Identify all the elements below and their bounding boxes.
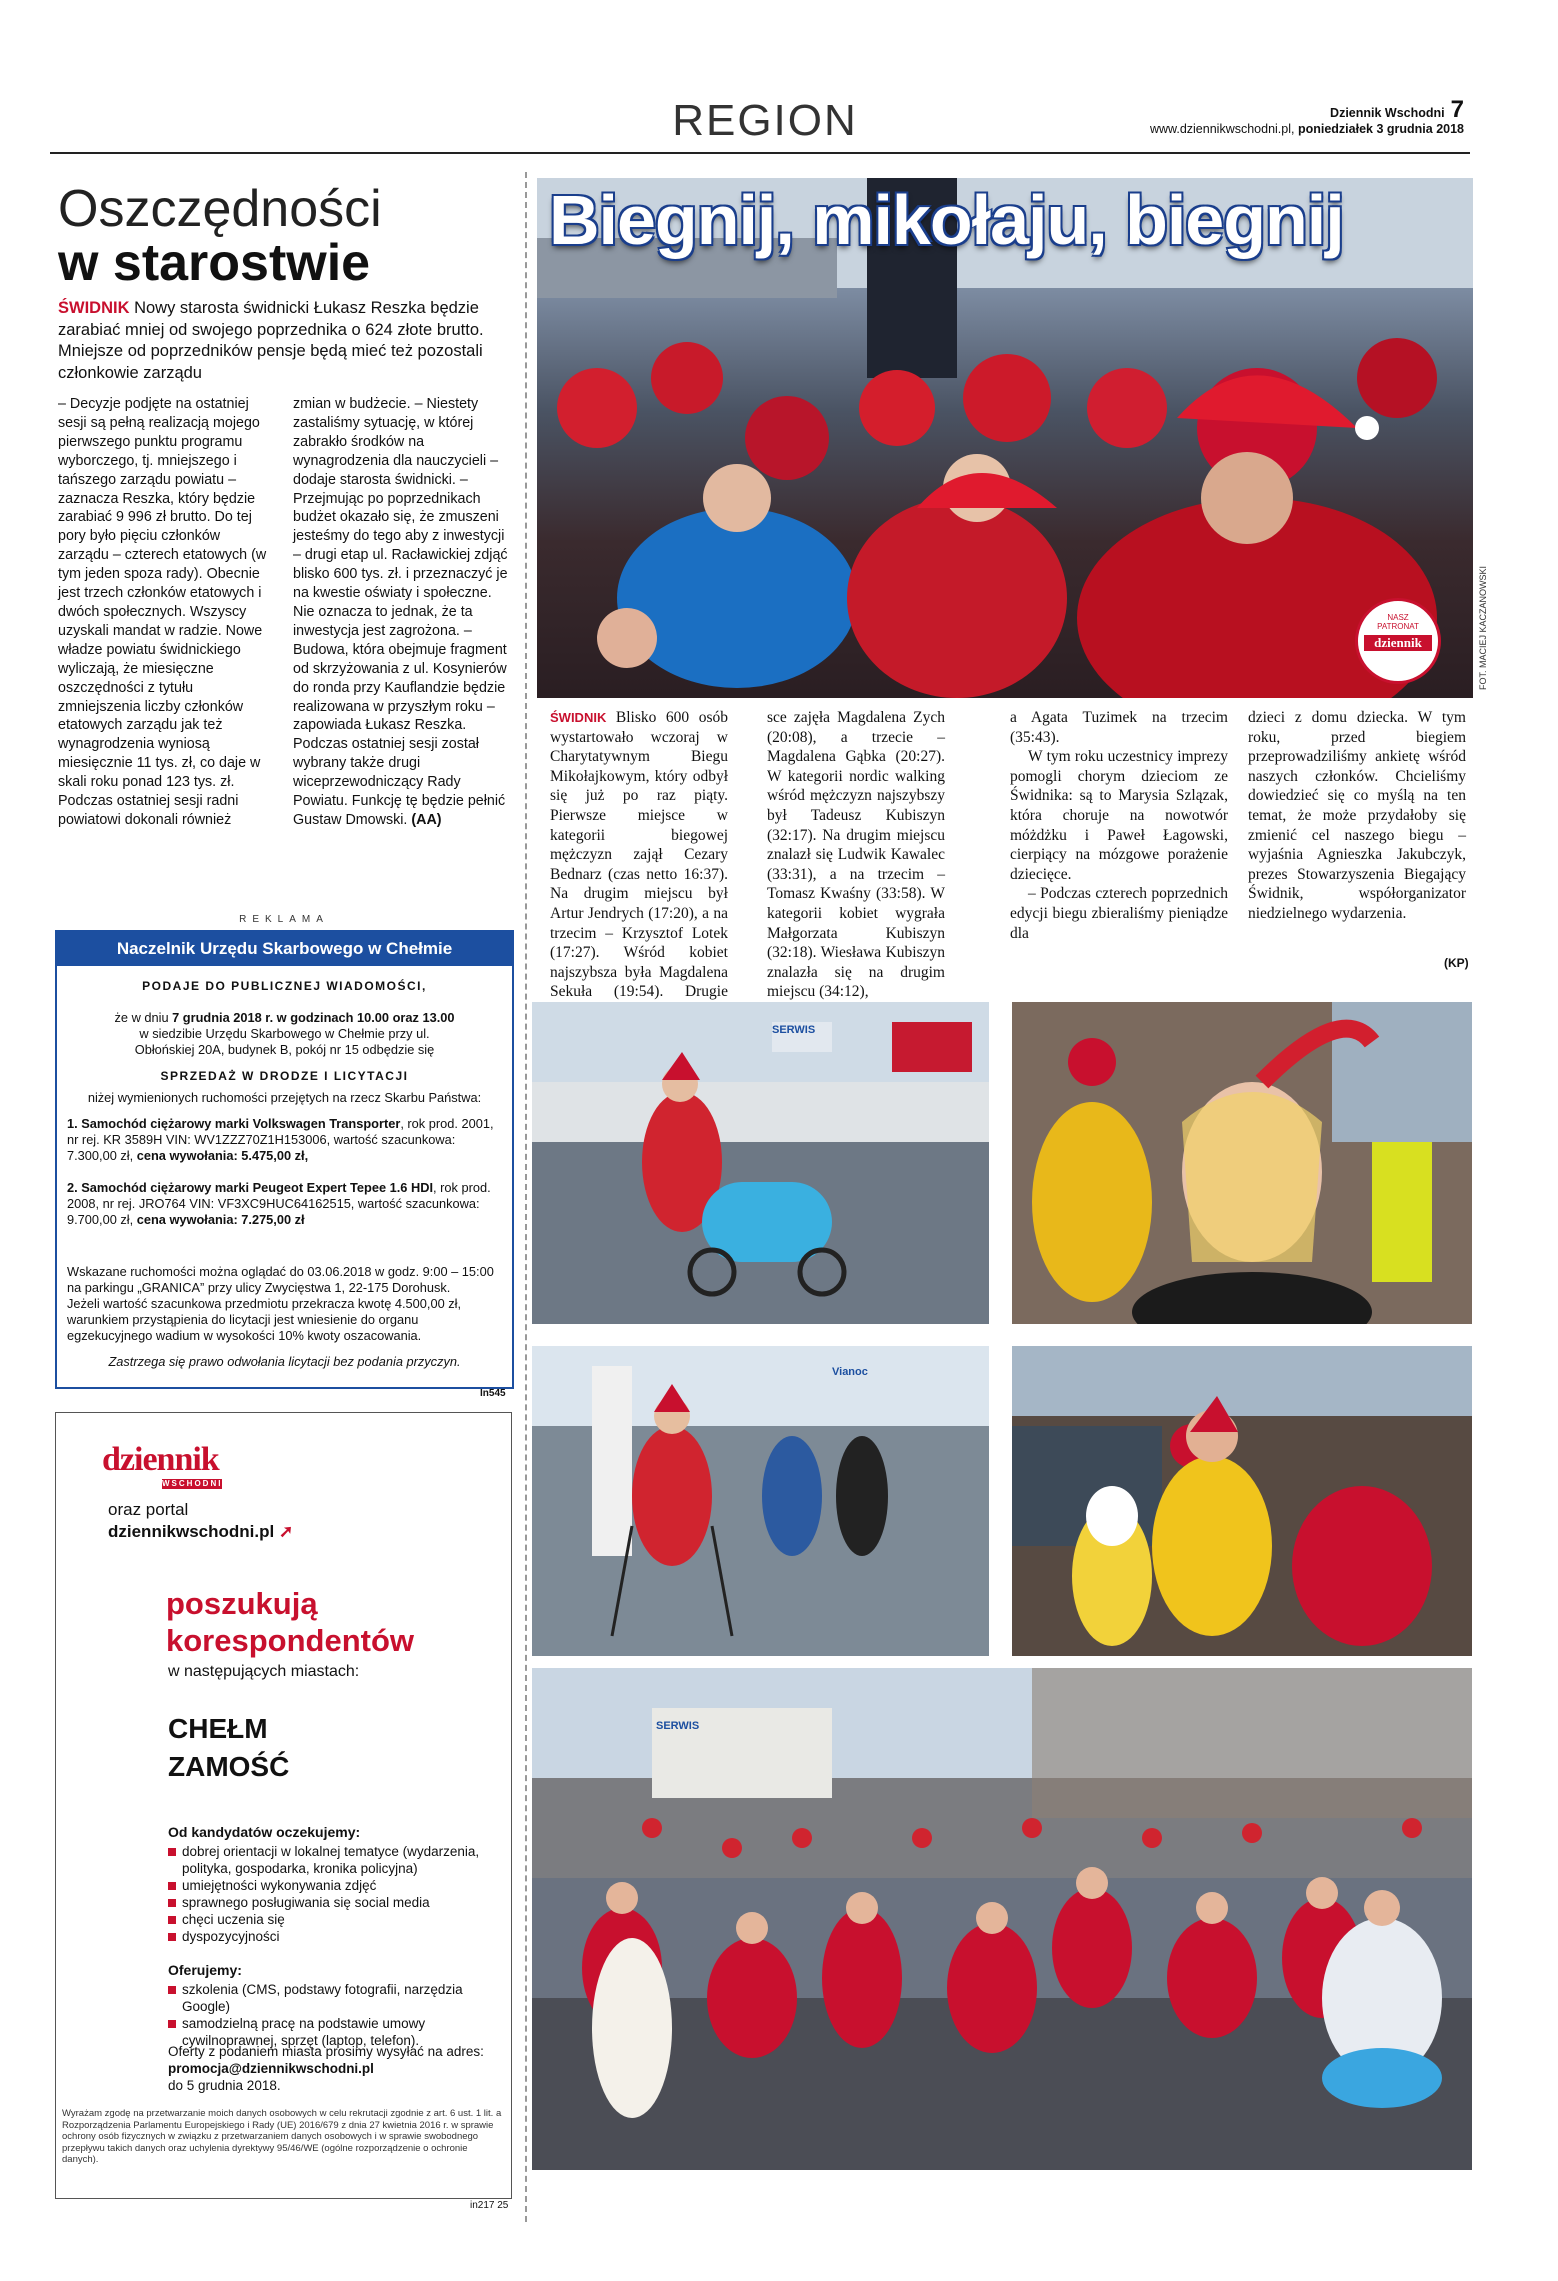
email-link[interactable]: promocja@dziennikwschodni.pl <box>168 2061 374 2076</box>
race-author-sign: (KP) <box>1444 956 1469 970</box>
dziennik-logo: dziennik WSCHODNI <box>102 1441 223 1488</box>
tax-office-ad <box>55 930 514 1389</box>
photo-sign: Vianoc <box>832 1366 868 1378</box>
expect-heading: Od kandydatów oczekujemy: <box>168 1824 361 1840</box>
consent-text: Wyrażam zgodę na przetwarzanie moich danych osobowych w celu rekrutacji zgodnie z art. 6 ust. 1 lit. a Rozporządzenia Parlamentu Europejskiego i Rady (UE) 2016/679 z dnia 27 kwietnia 2016 r. w sprawie ochrony osób fizycznych w związku z przetwarzaniem danych osobowych i w sprawie swobodnego przepływu takich danych oraz uchylenia dyrektywy 95/46/WE (ogólne rozporządzenie o ochronie danych). <box>62 2108 502 2165</box>
ad-view-info: Wskazane ruchomości można oglądać do 03.06.2018 w godz. 9:00 – 15:00 na parkingu „GRANICA” przy ulicy Zwycięstwa 1, 22-175 Dorohusk. <box>67 1264 494 1295</box>
list-item: sprawnego posługiwania się social media <box>168 1894 488 1911</box>
ad-item-2: 2. Samochód ciężarowy marki Peugeot Expert Tepee 1.6 HDI, rok prod. 2008, nr rej. JRO764 VIN: VF3XC9HUC64162515, wartość szacunkowa: 9.700,00 zł, cena wywołania: 7.275,00 zł <box>67 1180 491 1227</box>
race-article-col4: dzieci z domu dziecka. W tym roku, przed biegiem przeprowadziliśmy ankietę wśród naszych członków. Chcieliśmy dowiedzieć się co myślą na ten temat, że może przydałoby się zmienić cel naszego biegu – wyjaśnia Agnieszka Jakubczyk, prezes Stowarzyszenia Biegający Świdnik, współorganizator niedzielnego wydarzenia. <box>1248 709 1466 922</box>
photo-sign: SERWIS <box>656 1720 700 1732</box>
section-title: REGION <box>672 96 858 145</box>
ad-code: In545 <box>480 1388 506 1399</box>
lead-text: Nowy starosta świdnicki Łukasz Reszka będzie zarabiać mniej od swojego poprzednika o 624 złote brutto. Mniejsze od poprzedników pensje będą mieć też pozostali członkowie zarządu <box>58 299 484 382</box>
page-masthead: Dziennik Wschodni 7 www.dziennikwschodni.pl, poniedziałek 3 grudnia 2018 <box>1149 96 1464 136</box>
photo-stroller-runner <box>532 1002 989 1324</box>
author-sign: (AA) <box>407 811 442 828</box>
deadline: do 5 grudnia 2018. <box>168 2078 281 2093</box>
list-item: dyspozycyjności <box>168 1928 488 1945</box>
photo-nordic-walking <box>532 1346 989 1656</box>
ad-label: REKLAMA <box>239 914 329 925</box>
list-item: samodzielną pracę na podstawie umowy cywilnoprawnej, sprzęt (laptop, telefon). <box>168 2015 468 2049</box>
issue-date: poniedziałek 3 grudnia 2018 <box>1297 122 1464 136</box>
recruitment-ad <box>55 1412 512 2199</box>
list-item: dobrej orientacji w lokalnej tematyce (wydarzenia, polityka, gospodarka, kronika policyjna) <box>168 1843 488 1877</box>
send-info: Oferty z podaniem miasta prosimy wysyłać na adres: <box>168 2044 484 2059</box>
article-title-line1: Oszczędności <box>58 180 382 238</box>
ad-when: że w dniu 7 grudnia 2018 r. w godzinach 10.00 oraz 13.00 <box>114 1010 455 1025</box>
photo-credit: FOT. MACIEJ KACZANOWSKI <box>1478 565 1488 690</box>
ad-heading: Naczelnik Urzędu Skarbowego w Chełmie <box>57 932 512 966</box>
list-item: umiejętności wykonywania zdjęć <box>168 1877 488 1894</box>
cursor-icon: ➚ <box>278 1522 294 1541</box>
patronage-badge: NASZ PATRONAT dziennik <box>1355 598 1441 684</box>
page-number: 7 <box>1450 96 1464 123</box>
paper-name: Dziennik Wschodni <box>1330 106 1445 120</box>
list-item: chęci uczenia się <box>168 1911 488 1928</box>
city-zamosc: ZAMOŚĆ <box>168 1751 290 1782</box>
ad-item-1: 1. Samochód ciężarowy marki Volkswagen Transporter, rok prod. 2001, nr rej. KR 3589H VIN: WV1ZZZ70Z1H153006, wartość szacunkowa: 7.300,00 zł, cena wywołania: 5.475,00 zł, <box>67 1116 494 1163</box>
main-headline: Biegnij, mikołaju, biegnij <box>549 181 1344 259</box>
article-column-2 <box>293 395 508 830</box>
recruit-sub: w następujących miastach: <box>168 1663 360 1680</box>
ad-reserve: Zastrzega się prawo odwołania licytacji bez podania przyczyn. <box>108 1354 461 1369</box>
ad-intro: niżej wymienionych ruchomości przejętych na rzecz Skarbu Państwa: <box>87 1090 482 1105</box>
portal-line1: oraz portal <box>108 1500 189 1519</box>
article-lead <box>58 298 510 384</box>
ad-where: w siedzibie Urzędu Skarbowego w Chełmie przy ul. Obłońskiej 20A, budynek B, pokój nr 15 odbędzie się <box>134 1026 435 1057</box>
portal-link[interactable]: dziennikwschodni.pl ➚ <box>108 1522 294 1541</box>
ad-deposit-info: Jeżeli wartość szacunkowa przedmiotu przekracza kwotę 4.500,00 zł, warunkiem przystąpienia do licytacji jest wniesienie do organu egzekucyjnego wadium w wysokości 10% kwoty oszacowania. <box>67 1296 462 1343</box>
ad2-code: in217 25 <box>470 2200 509 2211</box>
article-col1-text: – Decyzje podjęte na ostatniej sesji są pełną realizacją mojego pierwszego punktu programu wyborczego, tj. mniejszego i tańszego zarządu powiatu – zaznacza Reszka, który będzie zarabiać 9 996 zł brutto. Do tej pory było pięciu członków zarządu – czterech etatowych (w tym jeden spoza rady). Obecnie jest trzech członków etatowych i dwóch społecznych. Wszyscy uzyskali mandat w radzie. Nowe władze powiatu świdnickiego wyliczają, że miesięczne oszczędności z tytułu zmniejszenia liczby członków etatowych zarządu jak też wynagrodzenia wyniosą miesięcznie 11 tys. zł, co daje w skali roku ponad 123 tys. zł. Podczas ostatniej sesji radni powiatowi dokonali również <box>58 396 267 828</box>
header-rule <box>50 152 1470 154</box>
ad-sale: SPRZEDAŻ W DRODZE I LICYTACJI <box>160 1069 409 1083</box>
city-chelm: CHEŁM <box>168 1713 268 1744</box>
race-article-col1: ŚWIDNIK Blisko 600 osób wystartowało wczoraj w Charytatywnym Biegu Mikołajkowym, który odbył się już po raz piąty. Pierwsze miejsce w kategorii biegowej mężczyzn zajął Cezary Bednarz (czas netto 16:37). Na drugim miejscu był Artur Jendrych (17:20), a na trzecim – Krzysztof Lotek (17:27). Wśród kobiet najszybsza była Magdalena Sekuła (19:54). Drugie <box>550 709 728 1001</box>
photo-runners-shop <box>1012 1346 1472 1656</box>
photo-dancing-crowd <box>532 1668 1472 2170</box>
offer-heading: Oferujemy: <box>168 1962 242 1978</box>
article-col2-text: zmian w budżecie. – Niestety zastaliśmy sytuację, w której zabrakło środków na wynagrodzenia dla nauczycieli – dodaje starosta świdnicki. – Przejmując po poprzednikach budżet okazało się, że zmuszeni jesteśmy do tego aby z inwestycji – drugi etap ul. Racławickiej zdjąć blisko 600 tys. zł. i przeznaczyć je na kwestie oświaty i społeczne. Nie oznacza to jednak, że ta inwestycja jest zagrożona. – Budowa, która obejmuje fragment od skrzyżowania z ul. Kosynierów do ronda przy Kauflandzie będzie realizowana w przyszłym roku – zapowiada Łukasz Reszka. Podczas ostatniej sesji został wybrany także drugi wiceprzewodniczący Rady Powiatu. Funkcję tę będzie pełnić Gustaw Dmowski. <box>293 396 508 828</box>
article-column-1 <box>58 395 273 830</box>
ad-subheading: PODAJE DO PUBLICZNEJ WIADOMOŚCI, <box>142 979 427 993</box>
lead-place: ŚWIDNIK <box>58 299 130 317</box>
paper-url[interactable]: www.dziennikwschodni.pl <box>1149 122 1292 136</box>
column-separator <box>525 172 527 2222</box>
article-title-line2: w starostwie <box>58 234 371 292</box>
list-item: szkolenia (CMS, podstawy fotografii, narzędzia Google) <box>168 1981 468 2015</box>
expect-list <box>168 1843 488 1945</box>
offer-list <box>168 1981 468 2049</box>
race-article-col2: sce zajęła Magdalena Zych (20:08), a trzecie – Magdalena Gąbka (20:27). W kategorii nordic walking wśród mężczyzn najszybszy był Tadeusz Kubiszyn (32:17). Na drugim miejscu znalazł się Ludwik Kawalec (33:31), a na trzecim – Tomasz Kwaśny (33:58). W kategorii kobiet wygrała Małgorzata Kubiszyn (32:18). Wiesława Kubiszyn znalazła się na drugim miejscu (34:12), <box>767 709 945 1001</box>
photo-woman-feathers <box>1012 1002 1472 1324</box>
recruit-headline: poszukują korespondentów <box>166 1586 415 1658</box>
photo-sign: SERWIS <box>772 1024 816 1036</box>
race-article-col3: a Agata Tuzimek na trzecim (35:43). W tym roku uczestnicy imprezy pomogli chorym dzieciom ze Świdnika: są to Marysia Szlązak, która choruje na nowotwór móżdżku i Paweł Łagowski, cierpiący na mózgowe porażenie dziecięce. – Podczas czterech poprzednich edycji biegu zbieraliśmy pieniądze dla <box>1010 709 1228 942</box>
